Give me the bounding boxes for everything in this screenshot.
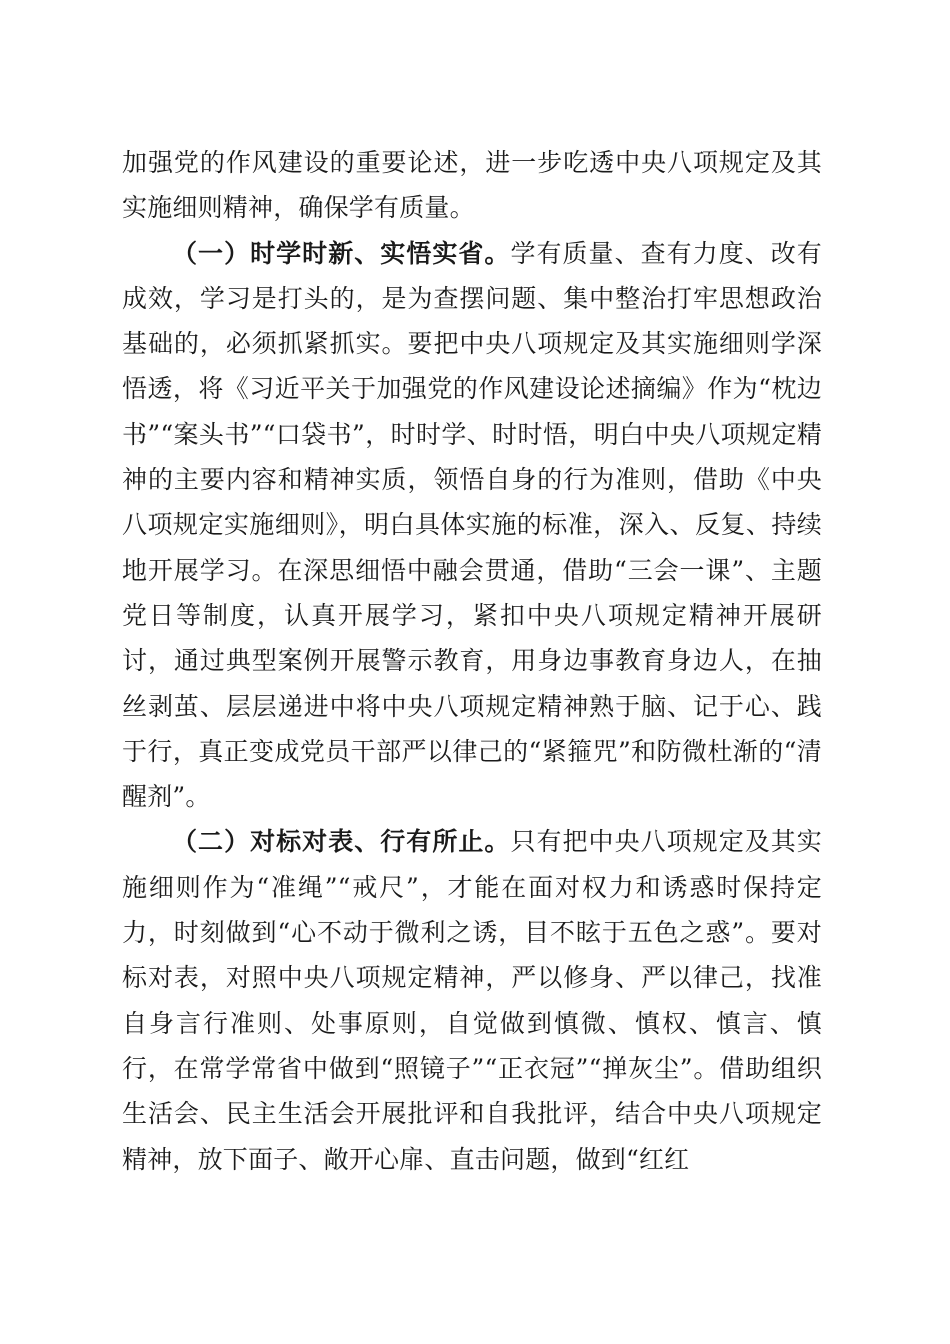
paragraph-section-1 bbox=[122, 231, 822, 820]
section-1-text: 学有质量、查有力度、改有成效，学习是打头的，是为查摆问题、集中整治打牢思想政治基础的，必须抓紧抓实。要把中央八项规定及其实施细则学深悟透，将《习近平关于加强党的作风建设论述摘编》作为“枕边书”“案头书”“口袋书”，时时学、时时悟，明白中央八项规定精神的主要内容和精神实质，领悟自身的行为准则，借助《中央八项规定实施细则》，明白具体实施的标准，深入、反复、持续地开展学习。在深思细悟中融会贯通，借助“三会一课”、主题党日等制度，认真开展学习，紧扣中央八项规定精神开展研讨，通过典型案例开展警示教育，用身边事教育身边人，在抽丝剥茧、层层递进中将中央八项规定精神熟于脑、记于心、践于行，真正变成党员干部严以律己的“紧箍咒”和防微杜渐的“清醒剂”。 bbox=[122, 238, 822, 812]
paragraph-intro bbox=[122, 140, 822, 231]
paragraph-intro-text: 加强党的作风建设的重要论述，进一步吃透中央八项规定及其实施细则精神，确保学有质量。 bbox=[122, 148, 822, 223]
document-page bbox=[122, 140, 822, 1182]
section-2-text: 只有把中央八项规定及其实施细则作为“准绳”“戒尺”，才能在面对权力和诱惑时保持定力，时刻做到“心不动于微利之诱，目不眩于五色之惑”。要对标对表，对照中央八项规定精神，严以修身、严以律己，找准自身言行准则、处事原则，自觉做到慎微、慎权、慎言、慎行，在常学常省中做到“照镜子”“正衣冠”“掸灰尘”。借助组织生活会、民主生活会开展批评和自我批评，结合中央八项规定精神，放下面子、敞开心扉、直击问题，做到“红红 bbox=[122, 827, 822, 1174]
section-2-heading: （二）对标对表、行有所止。 bbox=[172, 827, 511, 857]
paragraph-section-2 bbox=[122, 819, 822, 1181]
section-1-heading: （一）时学时新、实悟实省。 bbox=[172, 238, 511, 268]
